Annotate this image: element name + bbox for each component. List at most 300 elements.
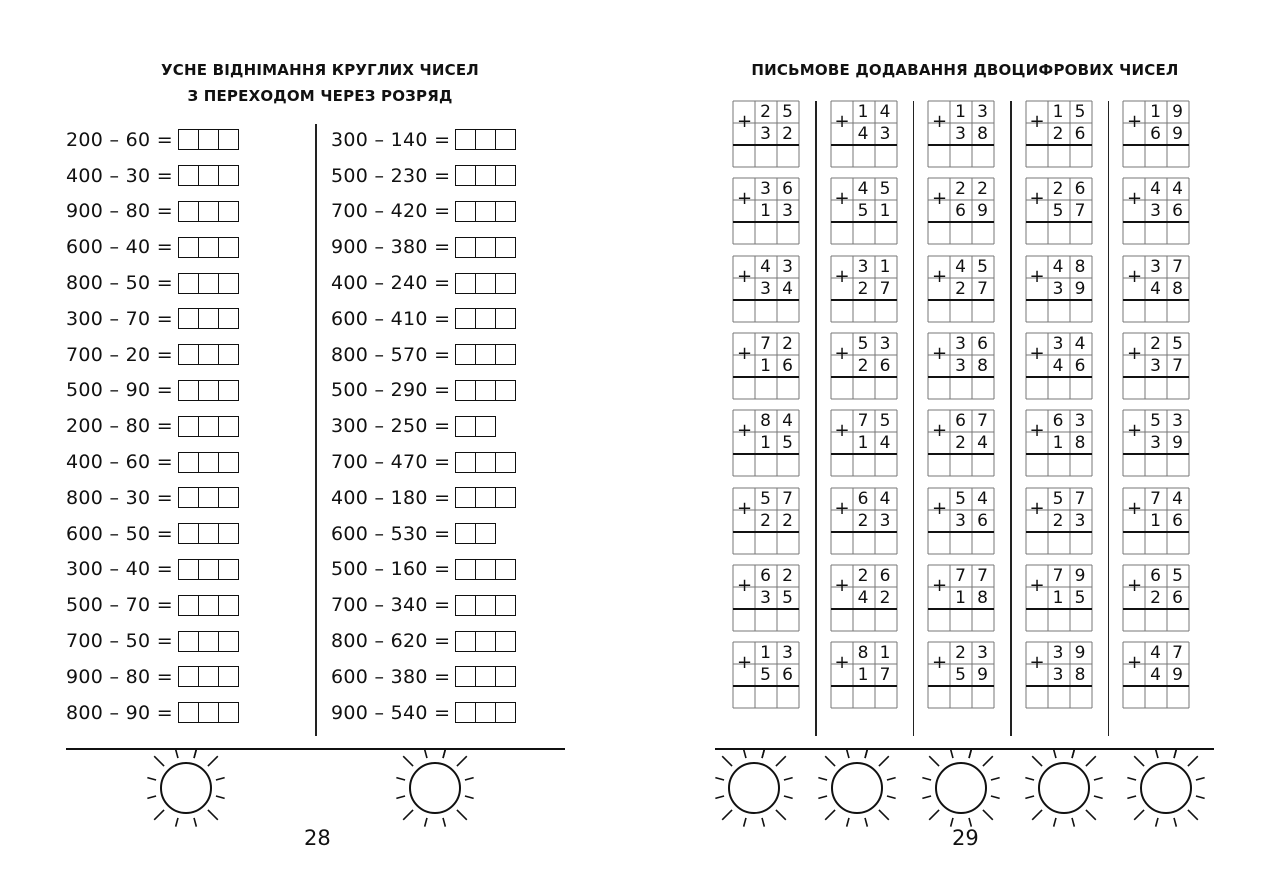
answer-cell[interactable] [455, 165, 476, 186]
answer-cell[interactable] [178, 273, 199, 294]
sum-answer-row[interactable] [928, 609, 994, 631]
sum-answer-row[interactable] [733, 686, 799, 708]
exercise-expression: 300 – 40 = [66, 558, 173, 581]
answer-boxes [455, 165, 516, 186]
answer-cell[interactable] [495, 237, 516, 258]
answer-cell[interactable] [198, 559, 219, 580]
answer-boxes [178, 452, 239, 473]
answer-cell[interactable] [198, 595, 219, 616]
answer-boxes [178, 344, 239, 365]
addition-problem [1026, 642, 1092, 708]
second-addend-digit: 4 [1052, 355, 1064, 376]
answer-cell[interactable] [198, 129, 219, 150]
second-addend-digit: 1 [857, 433, 869, 454]
answer-cell[interactable] [178, 237, 199, 258]
answer-cell[interactable] [178, 344, 199, 365]
right-page-title: ПИСЬМОВЕ ДОДАВАННЯ ДВОЦИФРОВИХ ЧИСЕЛ [751, 61, 1179, 79]
sum-answer-row[interactable] [1123, 222, 1189, 244]
first-addend-digit: 3 [977, 102, 988, 122]
answer-cell[interactable] [475, 559, 496, 580]
first-addend-digit: 8 [1074, 256, 1086, 277]
first-addend-digit: 4 [857, 179, 869, 200]
plus-sign: + [1127, 652, 1143, 674]
sum-answer-row[interactable] [831, 609, 897, 631]
second-addend-digit: 2 [782, 124, 793, 144]
plus-sign: + [1127, 111, 1143, 132]
exercise-row [66, 408, 239, 444]
sum-answer-row[interactable] [831, 686, 897, 708]
second-addend-digit: 5 [857, 201, 869, 222]
answer-cell[interactable] [495, 631, 516, 652]
exercise-expression: 800 – 570 = [331, 343, 451, 366]
answer-cell[interactable] [178, 559, 199, 580]
exercise-row [331, 623, 516, 659]
second-addend-digit: 1 [1150, 510, 1161, 531]
first-addend-digit: 6 [1052, 411, 1064, 432]
second-addend-digit: 8 [977, 124, 988, 144]
exercise-expression: 300 – 250 = [331, 415, 451, 438]
answer-cell[interactable] [178, 308, 199, 329]
sum-answer-row[interactable] [831, 377, 897, 399]
plus-sign: + [737, 652, 753, 674]
sum-answer-row[interactable] [928, 300, 994, 322]
exercise-expression: 700 – 340 = [331, 594, 451, 617]
first-addend-digit: 3 [1150, 256, 1161, 277]
answer-boxes [178, 416, 239, 437]
second-addend-digit: 3 [1150, 433, 1161, 454]
addition-problem [831, 410, 897, 476]
sum-answer-row[interactable] [928, 532, 994, 554]
answer-cell[interactable] [495, 595, 516, 616]
first-addend-digit: 7 [1074, 488, 1086, 509]
sum-answer-row[interactable] [928, 145, 994, 167]
sum-answer-row[interactable] [733, 532, 799, 554]
addition-problem [733, 333, 799, 399]
first-addend-digit: 5 [879, 179, 891, 200]
sum-answer-row[interactable] [1026, 145, 1092, 167]
answer-cell[interactable] [198, 702, 219, 723]
second-addend-digit: 3 [760, 278, 771, 299]
answer-cell[interactable] [455, 308, 476, 329]
addition-problem [1026, 488, 1092, 554]
answer-cell[interactable] [218, 523, 239, 544]
addition-problem [1026, 565, 1092, 631]
answer-cell[interactable] [475, 129, 496, 150]
exercise-row [66, 373, 239, 409]
first-addend-digit: 6 [1074, 179, 1086, 200]
answer-cell[interactable] [495, 487, 516, 508]
sum-answer-row[interactable] [831, 222, 897, 244]
answer-cell[interactable] [218, 631, 239, 652]
first-addend-digit: 8 [760, 411, 771, 432]
sum-answer-row[interactable] [733, 300, 799, 322]
sum-answer-row[interactable] [1026, 532, 1092, 554]
answer-cell[interactable] [455, 344, 476, 365]
sum-answer-row[interactable] [733, 145, 799, 167]
sum-answer-row[interactable] [1123, 145, 1189, 167]
second-addend-digit: 1 [1052, 433, 1064, 454]
sum-answer-row[interactable] [928, 686, 994, 708]
answer-boxes [178, 273, 239, 294]
answer-cell[interactable] [475, 631, 496, 652]
plus-sign: + [737, 574, 753, 596]
addition-problem [928, 101, 994, 167]
answer-cell[interactable] [198, 666, 219, 687]
first-addend-digit: 4 [1150, 643, 1161, 664]
plus-sign: + [834, 342, 850, 364]
answer-cell[interactable] [475, 237, 496, 258]
second-addend-digit: 6 [879, 355, 891, 376]
second-addend-digit: 8 [1172, 278, 1183, 299]
sum-answer-row[interactable] [831, 532, 897, 554]
answer-cell[interactable] [218, 308, 239, 329]
plus-sign: + [834, 652, 850, 674]
answer-cell[interactable] [198, 273, 219, 294]
sum-answer-row[interactable] [1026, 454, 1092, 476]
answer-cell[interactable] [475, 344, 496, 365]
second-addend-digit: 3 [955, 124, 966, 144]
first-addend-digit: 5 [1172, 333, 1183, 354]
second-addend-digit: 8 [977, 355, 988, 376]
first-addend-digit: 7 [977, 565, 988, 586]
exercise-expression: 400 – 60 = [66, 451, 173, 474]
sum-answer-row[interactable] [928, 454, 994, 476]
second-addend-digit: 6 [1172, 510, 1183, 531]
exercise-expression: 500 – 290 = [331, 379, 451, 402]
answer-cell[interactable] [475, 380, 496, 401]
exercise-expression: 900 – 540 = [331, 701, 451, 724]
answer-cell[interactable] [218, 380, 239, 401]
plus-sign: + [834, 265, 850, 287]
first-addend-digit: 8 [857, 643, 869, 664]
second-addend-digit: 2 [857, 355, 869, 376]
second-addend-digit: 1 [760, 355, 771, 376]
answer-cell[interactable] [495, 666, 516, 687]
answer-boxes [455, 559, 516, 580]
exercise-expression: 600 – 380 = [331, 665, 451, 688]
answer-cell[interactable] [455, 666, 476, 687]
answer-cell[interactable] [218, 165, 239, 186]
exercise-expression: 800 – 90 = [66, 701, 173, 724]
answer-cell[interactable] [198, 237, 219, 258]
answer-cell[interactable] [495, 273, 516, 294]
answer-cell[interactable] [218, 666, 239, 687]
answer-cell[interactable] [218, 559, 239, 580]
exercise-expression: 600 – 530 = [331, 522, 451, 545]
first-addend-digit: 3 [955, 333, 966, 354]
sum-answer-row[interactable] [733, 222, 799, 244]
exercise-row [331, 373, 516, 409]
second-addend-digit: 7 [1074, 201, 1086, 222]
exercise-row [66, 480, 239, 516]
answer-cell[interactable] [198, 165, 219, 186]
answer-cell[interactable] [495, 380, 516, 401]
exercise-row [66, 695, 239, 731]
exercise-expression: 800 – 30 = [66, 486, 173, 509]
exercise-row [66, 265, 239, 301]
answer-boxes [178, 165, 239, 186]
plus-sign: + [834, 497, 850, 519]
answer-cell[interactable] [495, 702, 516, 723]
exercise-row [331, 516, 516, 552]
plus-sign: + [932, 420, 948, 442]
answer-cell[interactable] [475, 702, 496, 723]
sum-answer-row[interactable] [1026, 222, 1092, 244]
answer-cell[interactable] [475, 416, 496, 437]
exercise-expression: 500 – 160 = [331, 558, 451, 581]
answer-cell[interactable] [218, 595, 239, 616]
plus-sign: + [1029, 420, 1045, 442]
answer-boxes [455, 702, 516, 723]
plus-sign: + [1029, 188, 1045, 210]
second-addend-digit: 1 [955, 587, 966, 608]
answer-cell[interactable] [495, 344, 516, 365]
answer-cell[interactable] [455, 201, 476, 222]
answer-cell[interactable] [198, 308, 219, 329]
sum-answer-row[interactable] [1026, 609, 1092, 631]
second-addend-digit: 3 [1150, 355, 1161, 376]
answer-cell[interactable] [455, 452, 476, 473]
answer-cell[interactable] [198, 631, 219, 652]
sum-answer-row[interactable] [831, 300, 897, 322]
answer-cell[interactable] [218, 129, 239, 150]
second-addend-digit: 5 [955, 665, 966, 686]
answer-boxes [455, 237, 516, 258]
exercise-row [331, 695, 516, 731]
answer-cell[interactable] [218, 237, 239, 258]
first-addend-digit: 9 [1074, 643, 1086, 664]
second-addend-digit: 4 [782, 278, 793, 299]
answer-cell[interactable] [178, 380, 199, 401]
second-addend-digit: 9 [977, 665, 988, 686]
answer-cell[interactable] [495, 452, 516, 473]
answer-cell[interactable] [198, 487, 219, 508]
exercise-row [331, 587, 516, 623]
first-addend-digit: 4 [760, 256, 771, 277]
addition-problem [1123, 333, 1189, 399]
answer-cell[interactable] [178, 523, 199, 544]
answer-cell[interactable] [218, 416, 239, 437]
answer-cell[interactable] [198, 452, 219, 473]
answer-cell[interactable] [198, 380, 219, 401]
sum-answer-row[interactable] [831, 145, 897, 167]
left-page-title [110, 57, 530, 109]
answer-cell[interactable] [455, 631, 476, 652]
plus-sign: + [737, 111, 753, 132]
second-addend-digit: 6 [1172, 201, 1183, 222]
sum-answer-row[interactable] [1123, 532, 1189, 554]
exercise-row [66, 301, 239, 337]
second-addend-digit: 1 [760, 433, 771, 454]
answer-cell[interactable] [178, 129, 199, 150]
exercise-row [331, 480, 516, 516]
addition-problem [831, 642, 897, 708]
answer-cell[interactable] [455, 595, 476, 616]
answer-cell[interactable] [495, 129, 516, 150]
first-addend-digit: 4 [782, 411, 793, 432]
answer-cell[interactable] [218, 273, 239, 294]
first-addend-digit: 7 [1172, 643, 1183, 664]
answer-cell[interactable] [475, 201, 496, 222]
sun-icon [1014, 738, 1114, 838]
first-addend-digit: 6 [977, 333, 988, 354]
second-addend-digit: 4 [977, 433, 988, 454]
answer-cell[interactable] [198, 523, 219, 544]
first-addend-digit: 2 [760, 102, 771, 122]
first-addend-digit: 5 [782, 102, 793, 122]
answer-cell[interactable] [495, 201, 516, 222]
second-addend-digit: 2 [1052, 124, 1064, 144]
first-addend-digit: 3 [782, 256, 793, 277]
answer-cell[interactable] [455, 380, 476, 401]
answer-cell[interactable] [475, 595, 496, 616]
answer-cell[interactable] [455, 523, 476, 544]
answer-boxes [178, 666, 239, 687]
addition-problem [831, 333, 897, 399]
answer-cell[interactable] [178, 487, 199, 508]
answer-cell[interactable] [218, 452, 239, 473]
column-divider [315, 124, 317, 736]
addition-problem [1123, 488, 1189, 554]
sum-answer-row[interactable] [733, 609, 799, 631]
answer-cell[interactable] [218, 702, 239, 723]
second-addend-digit: 6 [1074, 124, 1086, 144]
answer-cell[interactable] [455, 559, 476, 580]
answer-cell[interactable] [218, 487, 239, 508]
first-addend-digit: 4 [1172, 488, 1183, 509]
second-addend-digit: 9 [1172, 433, 1183, 454]
answer-cell[interactable] [198, 201, 219, 222]
answer-boxes [455, 273, 516, 294]
first-addend-digit: 7 [857, 411, 869, 432]
plus-sign: + [737, 188, 753, 210]
answer-cell[interactable] [178, 631, 199, 652]
answer-boxes [455, 308, 516, 329]
sum-answer-row[interactable] [1026, 377, 1092, 399]
sum-answer-row[interactable] [1123, 686, 1189, 708]
answer-cell[interactable] [495, 165, 516, 186]
answer-cell[interactable] [455, 702, 476, 723]
answer-cell[interactable] [455, 416, 476, 437]
answer-cell[interactable] [475, 523, 496, 544]
answer-cell[interactable] [178, 666, 199, 687]
answer-cell[interactable] [218, 344, 239, 365]
exercise-row [331, 229, 516, 265]
answer-cell[interactable] [178, 702, 199, 723]
answer-cell[interactable] [198, 416, 219, 437]
exercise-expression: 400 – 240 = [331, 272, 451, 295]
answer-cell[interactable] [495, 559, 516, 580]
plus-sign: + [737, 265, 753, 287]
answer-cell[interactable] [455, 273, 476, 294]
sum-answer-row[interactable] [733, 377, 799, 399]
exercise-row [331, 444, 516, 480]
first-addend-digit: 7 [977, 411, 988, 432]
sum-answer-row[interactable] [1123, 454, 1189, 476]
answer-cell[interactable] [178, 201, 199, 222]
addition-problem [1123, 410, 1189, 476]
exercise-expression: 500 – 230 = [331, 164, 451, 187]
addition-problem [831, 565, 897, 631]
sum-answer-row[interactable] [1123, 609, 1189, 631]
first-addend-digit: 6 [1150, 565, 1161, 586]
plus-sign: + [834, 574, 850, 596]
addition-problem [928, 178, 994, 244]
first-addend-digit: 5 [977, 256, 988, 277]
answer-cell[interactable] [178, 416, 199, 437]
sun-icon [911, 738, 1011, 838]
second-addend-digit: 9 [1172, 665, 1183, 686]
answer-cell[interactable] [198, 344, 219, 365]
second-addend-digit: 5 [782, 433, 793, 454]
exercise-expression: 400 – 180 = [331, 486, 451, 509]
answer-cell[interactable] [475, 165, 496, 186]
first-addend-digit: 7 [760, 333, 771, 354]
sum-answer-row[interactable] [1026, 686, 1092, 708]
exercise-expression: 200 – 80 = [66, 415, 173, 438]
answer-cell[interactable] [218, 201, 239, 222]
addition-problem [1026, 333, 1092, 399]
subtraction-column-2 [331, 122, 516, 731]
answer-cell[interactable] [455, 237, 476, 258]
answer-cell[interactable] [455, 129, 476, 150]
answer-cell[interactable] [475, 273, 496, 294]
addition-problem [733, 642, 799, 708]
second-addend-digit: 8 [1074, 433, 1086, 454]
addition-problem [733, 256, 799, 322]
sum-answer-row[interactable] [1026, 300, 1092, 322]
answer-boxes [455, 344, 516, 365]
exercise-expression: 800 – 50 = [66, 272, 173, 295]
sum-answer-row[interactable] [928, 377, 994, 399]
sum-answer-row[interactable] [831, 454, 897, 476]
sum-answer-row[interactable] [928, 222, 994, 244]
answer-cell[interactable] [475, 487, 496, 508]
answer-cell[interactable] [495, 308, 516, 329]
first-addend-digit: 5 [1052, 488, 1064, 509]
sum-answer-row[interactable] [1123, 377, 1189, 399]
first-addend-digit: 4 [977, 488, 988, 509]
answer-cell[interactable] [475, 308, 496, 329]
first-addend-digit: 3 [879, 333, 891, 354]
left-title-line-2: З ПЕРЕХОДОМ ЧЕРЕЗ РОЗРЯД [187, 87, 453, 105]
sum-answer-row[interactable] [733, 454, 799, 476]
second-addend-digit: 3 [1074, 510, 1086, 531]
first-addend-digit: 4 [879, 488, 891, 509]
sun-icon [136, 738, 236, 838]
answer-cell[interactable] [455, 487, 476, 508]
second-addend-digit: 3 [760, 124, 771, 144]
exercise-expression: 600 – 50 = [66, 522, 173, 545]
answer-cell[interactable] [178, 452, 199, 473]
answer-cell[interactable] [178, 165, 199, 186]
addition-problem [733, 565, 799, 631]
second-addend-digit: 3 [955, 355, 966, 376]
plus-sign: + [1029, 574, 1045, 596]
column-divider [815, 101, 817, 736]
addition-problem [733, 178, 799, 244]
second-addend-digit: 1 [879, 201, 891, 222]
sum-answer-row[interactable] [1123, 300, 1189, 322]
plus-sign: + [932, 111, 948, 132]
answer-cell[interactable] [178, 595, 199, 616]
answer-boxes [178, 308, 239, 329]
answer-cell[interactable] [475, 666, 496, 687]
plus-sign: + [932, 265, 948, 287]
addition-problem [928, 256, 994, 322]
answer-cell[interactable] [475, 452, 496, 473]
first-addend-digit: 2 [782, 333, 793, 354]
